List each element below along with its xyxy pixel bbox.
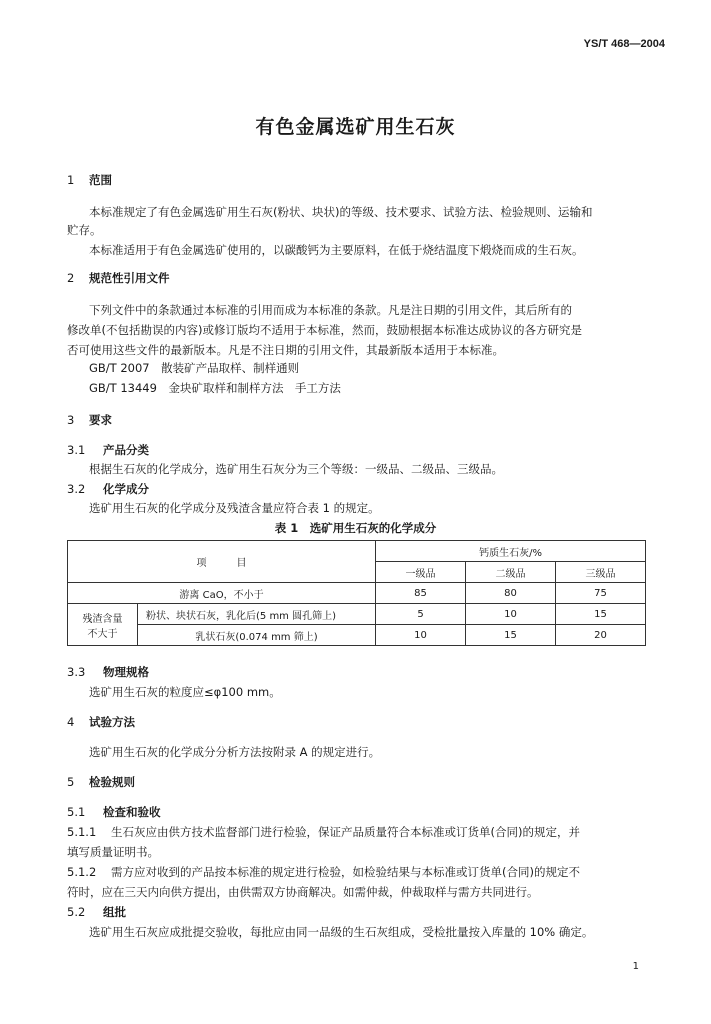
section-title: 物理规格 — [103, 665, 149, 679]
paragraph: 符时，应在三天内向供方提出，由供需双方协商解决。如需仲裁，仲裁取样与需方共同进行。 — [67, 885, 539, 899]
table-cell: 10 — [466, 604, 556, 625]
paragraph: 否可使用这些文件的最新版本。凡是不注日期的引用文件，其最新版本适用于本标准。 — [67, 343, 504, 357]
section-number: 5 — [67, 775, 75, 789]
section-number: 5.1 — [67, 805, 86, 819]
table-cell: 80 — [466, 583, 556, 604]
table-header-row — [68, 541, 646, 562]
section-number: 4 — [67, 715, 75, 729]
table-row-label: 游离 CaO，不小于 — [68, 583, 376, 604]
paragraph — [67, 864, 580, 880]
table-header-grade: 二级品 — [466, 562, 556, 583]
table-cell: 15 — [466, 625, 556, 646]
paragraph: 本标准适用于有色金属选矿使用的，以碳酸钙为主要原料，在低于烧结温度下煅烧而成的生石灰。 — [89, 243, 584, 257]
subsection-5-2-heading — [67, 904, 126, 920]
paragraph: 贮存。 — [67, 223, 102, 237]
paragraph: 选矿用生石灰的粒度应≤φ100 mm。 — [89, 685, 281, 699]
section-5-heading — [67, 774, 135, 790]
section-title: 检查和验收 — [103, 805, 161, 819]
section-number: 3.3 — [67, 665, 86, 679]
document-title: 有色金属选矿用生石灰 — [255, 116, 456, 138]
section-number: 5.2 — [67, 905, 86, 919]
paragraph: 下列文件中的条款通过本标准的引用而成为本标准的条款。凡是注日期的引用文件，其后所有的 — [89, 303, 572, 317]
clause-text: 生石灰应由供方技术监督部门进行检验，保证产品质量符合本标准或订货单(合同)的规定，并 — [111, 825, 580, 839]
table-cell: 5 — [376, 604, 466, 625]
section-3-heading — [67, 412, 112, 428]
table-cell: 20 — [556, 625, 646, 646]
section-number: 3.1 — [67, 443, 86, 457]
table-header-item: 项 目 — [68, 541, 376, 583]
section-number: 3.2 — [67, 482, 86, 496]
section-title: 组批 — [103, 905, 126, 919]
table-row-label: 粉状、块状石灰，乳化后(5 mm 圆孔筛上) — [138, 604, 376, 625]
paragraph: 根据生石灰的化学成分，选矿用生石灰分为三个等级：一级品、二级品、三级品。 — [89, 462, 503, 476]
section-title: 检验规则 — [89, 775, 135, 789]
section-number: 3 — [67, 413, 75, 427]
chemical-composition-table — [67, 540, 646, 646]
subsection-3-3-heading — [67, 664, 149, 680]
table-header-grade: 三级品 — [556, 562, 646, 583]
paragraph: 填写质量证明书。 — [67, 845, 159, 859]
table-caption: 表 1 选矿用生石灰的化学成分 — [274, 521, 437, 535]
paragraph: 选矿用生石灰的化学成分及残渣含量应符合表 1 的规定。 — [89, 501, 380, 515]
table-row — [68, 625, 646, 646]
residue-label-suffix: 不大于 — [87, 628, 118, 640]
normative-reference: GB/T 2007 散装矿产品取样、制样通则 — [89, 361, 300, 375]
clause-number: 5.1.1 — [67, 825, 97, 839]
table-cell: 15 — [556, 604, 646, 625]
section-title: 要求 — [89, 413, 112, 427]
paragraph: 本标准规定了有色金属选矿用生石灰(粉状、块状)的等级、技术要求、试验方法、检验规则、运输和 — [89, 205, 593, 219]
section-number: 2 — [67, 271, 75, 285]
section-1-heading — [67, 172, 112, 188]
residue-label: 残渣含量 — [82, 613, 123, 625]
section-title: 范围 — [89, 173, 112, 187]
section-number: 1 — [67, 173, 75, 187]
section-2-heading — [67, 270, 170, 286]
paragraph — [67, 824, 580, 840]
paragraph: 修改单(不包括勘误的内容)或修订版均不适用于本标准，然而，鼓励根据本标准达成协议的各方研究是 — [67, 323, 582, 337]
section-title: 化学成分 — [103, 482, 149, 496]
normative-reference: GB/T 13449 金块矿取样和制样方法 手工方法 — [89, 381, 341, 395]
table-row — [68, 604, 646, 625]
table-cell: 10 — [376, 625, 466, 646]
clause-number: 5.1.2 — [67, 865, 97, 879]
section-title: 产品分类 — [103, 443, 149, 457]
table-header-group: 钙质生石灰/% — [376, 541, 646, 562]
paragraph: 选矿用生石灰应成批提交验收，每批应由同一品级的生石灰组成，受检批量按入库量的 10% 确定。 — [89, 925, 594, 939]
paragraph: 选矿用生石灰的化学成分分析方法按附录 A 的规定进行。 — [89, 745, 381, 759]
table-row — [68, 583, 646, 604]
subsection-3-2-heading — [67, 481, 149, 497]
subsection-3-1-heading — [67, 442, 149, 458]
page-number: 1 — [632, 961, 639, 972]
table-header-grade: 一级品 — [376, 562, 466, 583]
table-row-group-label — [68, 604, 138, 646]
standard-number: YS/T 468—2004 — [583, 38, 665, 50]
section-title: 规范性引用文件 — [89, 271, 170, 285]
subsection-5-1-heading — [67, 804, 161, 820]
section-title: 试验方法 — [89, 715, 135, 729]
clause-text: 需方应对收到的产品按本标准的规定进行检验，如检验结果与本标准或订货单(合同)的规定不 — [111, 865, 580, 879]
section-4-heading — [67, 714, 135, 730]
table-row-label: 乳状石灰(0.074 mm 筛上) — [138, 625, 376, 646]
table-cell: 75 — [556, 583, 646, 604]
table-cell: 85 — [376, 583, 466, 604]
